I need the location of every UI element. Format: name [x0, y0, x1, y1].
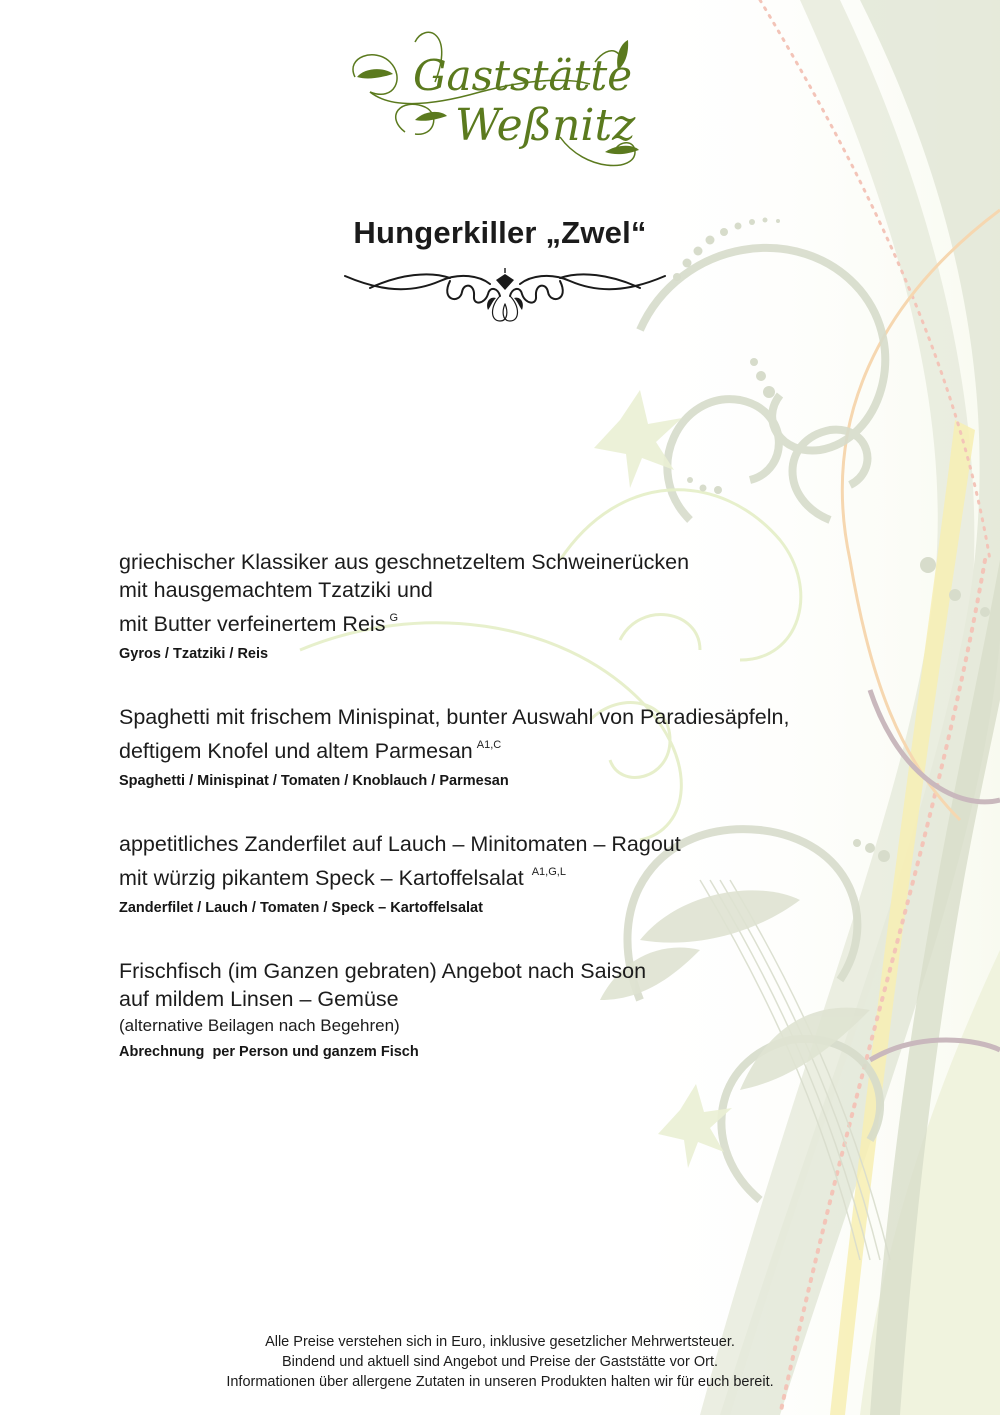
dish-description-line: deftigem Knofel und altem Parmesan $^{A1,C}$ [119, 739, 502, 763]
dish-description-line: auf mildem Linsen – Gemüse [119, 987, 399, 1011]
footer-line: Informationen über allergene Zutaten in unseren Produkten halten wir für euch bereit. [226, 1374, 774, 1390]
restaurant-logo [335, 22, 645, 192]
logo-line-1: Gaststätte [413, 51, 633, 100]
dish-description-line: mit würzig pikantem Speck – Kartoffelsalat $^{A1,G,L}$ [119, 866, 566, 890]
ornamental-divider-icon [340, 266, 670, 326]
dish-description-line: mit hausgemachtem Tzatziki und [119, 578, 433, 602]
dish-description-line: Spaghetti mit frischem Minispinat, bunter Auswahl von Paradiesäpfeln, [119, 705, 790, 729]
allergen-codes: A1,G,L [531, 866, 566, 878]
menu-item-zander [119, 830, 789, 919]
dish-pricing-note: Abrechnung per Person und ganzem Fisch [119, 1044, 419, 1060]
menu-list [119, 548, 789, 1093]
logo-line-2: Weßnitz [455, 100, 636, 151]
allergen-codes: G [389, 612, 399, 624]
menu-item-gyros [119, 548, 789, 665]
dish-ingredients: Zanderfilet / Lauch / Tomaten / Speck – Kartoffelsalat [119, 900, 483, 916]
footer-line: Bindend und aktuell sind Angebot und Preise der Gaststätte vor Ort. [281, 1354, 719, 1370]
dish-description-line: mit Butter verfeinertem Reis $^G$ [119, 612, 399, 636]
price-disclaimer-footer [0, 1332, 1000, 1392]
page-title: Hungerkiller „Zwel“ [353, 215, 647, 250]
dish-ingredients: Gyros / Tzatziki / Reis [119, 646, 269, 662]
menu-item-fresh-fish [119, 957, 789, 1063]
dish-description-line: Frischfisch (im Ganzen gebraten) Angebot nach Saison [119, 959, 647, 983]
footer-line: Alle Preise verstehen sich in Euro, inklusive gesetzlicher Mehrwertsteuer. [265, 1334, 735, 1350]
dish-ingredients: Spaghetti / Minispinat / Tomaten / Knoblauch / Parmesan [119, 773, 509, 789]
dish-description-line: appetitliches Zanderfilet auf Lauch – Minitomaten – Ragout [119, 832, 681, 856]
menu-item-spaghetti [119, 703, 789, 792]
allergen-codes: A1,C [476, 739, 502, 751]
dish-description-line: griechischer Klassiker aus geschnetzeltem Schweinerücken [119, 550, 690, 574]
dish-note: (alternative Beilagen nach Begehren) [119, 1016, 400, 1035]
